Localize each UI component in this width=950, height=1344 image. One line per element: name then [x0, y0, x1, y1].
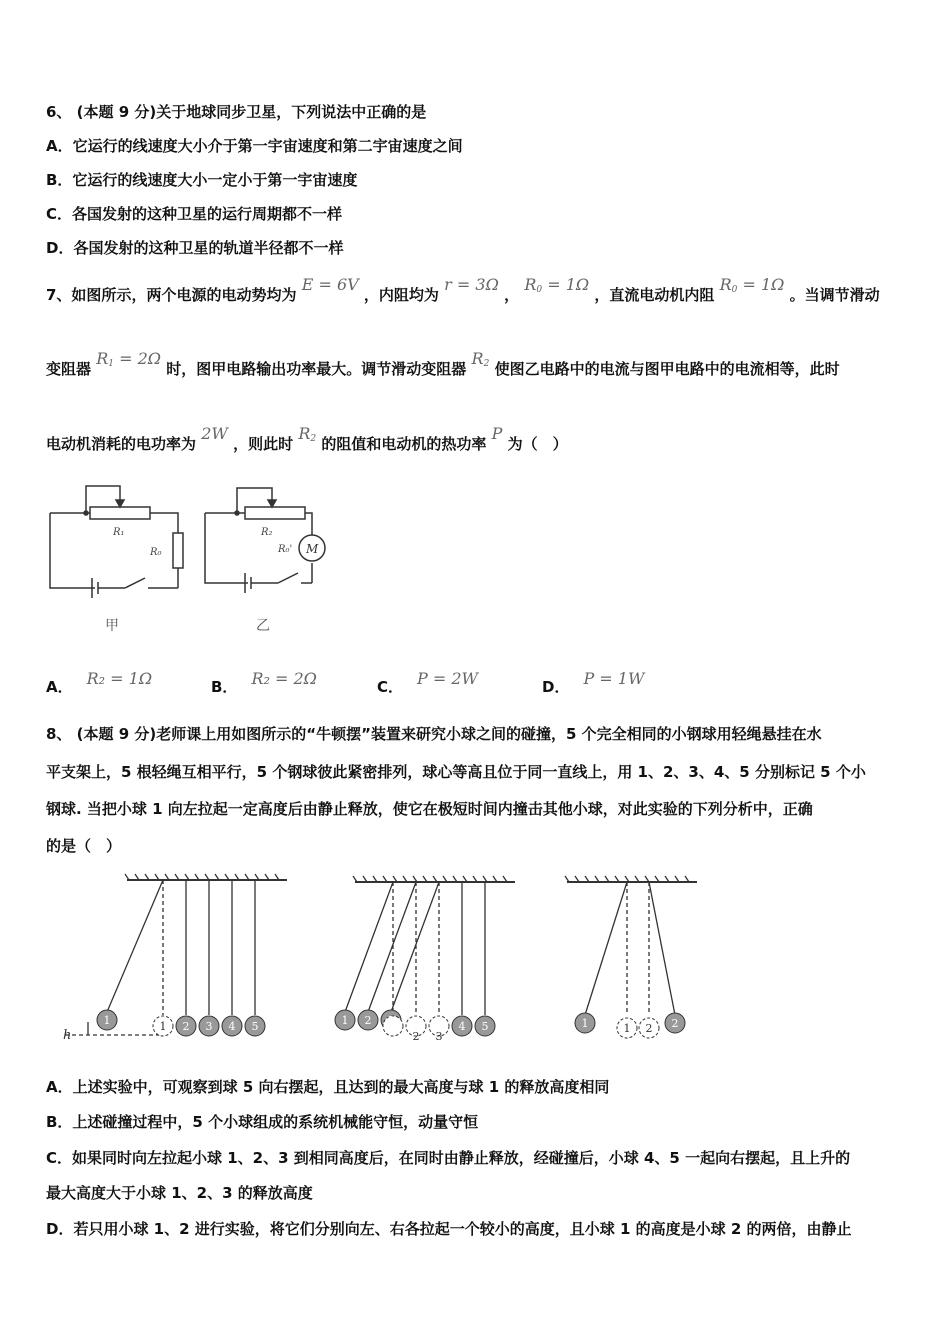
- q7-option-d: D． P = 1W: [542, 669, 645, 696]
- p2-ghost-2-label: 2: [412, 1030, 420, 1043]
- circuit-yi: [205, 488, 325, 593]
- q8-line2: 平支架上，5 根轻绳互相平行，5 个钢球彼此紧密排列，球心等高且位于同一直线上，用 1、2、3、4、5 分别标记 5 个小: [46, 763, 866, 781]
- q7-option-c: C． P = 2W: [377, 669, 478, 696]
- newtons-cradle-figure: [55, 872, 715, 1062]
- power-formula: 2W: [201, 424, 228, 443]
- q8-line3: 钢球. 当把小球 1 向左拉起一定高度后由静止释放，使它在极短时间内撞击其他小球，对此实验的下列分析中，正确: [46, 800, 813, 818]
- circuit-jia: [50, 486, 183, 598]
- q7-line1: 7、如图所示，两个电源的电动势均为 E = 6V ，内阻均为 r = 3Ω ， R0 = 1Ω ，直流电动机内阻 R0 = 1Ω 。当调节滑动: [46, 275, 880, 304]
- emf-formula: E = 6V: [301, 275, 359, 294]
- p3-ball-2-label: 2: [671, 1017, 679, 1030]
- r2-symbol: R2: [471, 349, 490, 369]
- p1-ball-4-label: 4: [228, 1020, 236, 1033]
- p2-ghost-3-label: 3: [435, 1030, 443, 1043]
- r2-symbol-2: R2: [298, 424, 317, 444]
- r1-rheostat: [90, 507, 150, 519]
- q6-option-d: D．各国发射的这种卫星的轨道半径都不一样: [46, 239, 344, 257]
- p1-ball-5-label: 5: [251, 1020, 259, 1033]
- r0-resistor: [173, 533, 183, 568]
- p3-ghost-2-label: 2: [645, 1022, 653, 1035]
- circuit-diagrams: [40, 478, 340, 648]
- caption-yi: 乙: [256, 618, 270, 634]
- h-label: h: [63, 1028, 72, 1043]
- q7-option-b: B． R₂ = 2Ω: [211, 669, 317, 696]
- p3-ghost-1-label: 1: [623, 1022, 631, 1035]
- q6-stem: 6、 (本题 9 分)关于地球同步卫星，下列说法中正确的是: [46, 103, 427, 121]
- q8-option-c: C．如果同时向左拉起小球 1、2、3 到相同高度后，在同时由静止释放，经碰撞后，小球 4、5 一起向右摆起，且上升的: [46, 1149, 851, 1167]
- q6-option-b: B．它运行的线速度大小一定小于第一宇宙速度: [46, 171, 358, 189]
- p2-ball-5-label: 5: [481, 1020, 489, 1033]
- p2-ball-1-label: 1: [341, 1014, 349, 1027]
- q8-option-b: B．上述碰撞过程中，5 个小球组成的系统机械能守恒，动量守恒: [46, 1113, 479, 1131]
- p3-ball-1-label: 1: [581, 1017, 589, 1030]
- internal-resistance-formula: r = 3Ω: [444, 275, 499, 294]
- motor-resistance-formula: R0 = 1Ω: [719, 275, 785, 295]
- r2-label: R₂: [261, 527, 273, 538]
- p2-ball-3-label: 3: [387, 1014, 395, 1027]
- caption-jia: 甲: [105, 618, 119, 634]
- r1-formula: R1 = 2Ω: [96, 349, 162, 369]
- q7-option-a: A． R₂ = 1Ω: [46, 669, 153, 696]
- q7-line3: 电动机消耗的电功率为 2W ，则此时 R2 的阻值和电动机的热功率 P 为（ ）: [46, 424, 568, 453]
- p-symbol: P: [491, 424, 503, 443]
- r2-rheostat: [245, 507, 305, 519]
- q7-line2: 变阻器 R1 = 2Ω 时，图甲电路输出功率最大。调节滑动变阻器 R2 使图乙电路中的电流与图甲电路中的电流相等，此时: [46, 349, 840, 378]
- q8-option-a: A．上述实验中，可观察到球 5 向右摆起，且达到的最大高度与球 1 的释放高度相同: [46, 1078, 610, 1096]
- q8-option-c-cont: 最大高度大于小球 1、2、3 的释放高度: [46, 1184, 313, 1202]
- q8-option-d: D．若只用小球 1、2 进行实验，将它们分别向左、右各拉起一个较小的高度，且小球 1 的高度是小球 2 的两倍，由静止: [46, 1220, 852, 1238]
- r0-formula: R0 = 1Ω: [524, 275, 590, 295]
- p2-ball-2-label: 2: [364, 1014, 372, 1027]
- q6-option-a: A．它运行的线速度大小介于第一宇宙速度和第二宇宙速度之间: [46, 137, 463, 155]
- r0-label: R₀: [150, 547, 162, 558]
- p1-ball-2-label: 2: [182, 1020, 190, 1033]
- q8-line1: 8、 (本题 9 分)老师课上用如图所示的“牛顿摆”装置来研究小球之间的碰撞，5 个完全相同的小钢球用轻绳悬挂在水: [46, 725, 822, 743]
- p2-ball-4-label: 4: [458, 1020, 466, 1033]
- r0-prime-label: R₀': [278, 544, 293, 555]
- q8-line4: 的是（ ）: [46, 837, 122, 855]
- motor-label: M: [306, 542, 319, 556]
- q6-option-c: C．各国发射的这种卫星的运行周期都不一样: [46, 205, 343, 223]
- r1-label: R₁: [113, 527, 125, 538]
- p1-ball-1-label: 1: [103, 1014, 111, 1027]
- p1-ball-3-label: 3: [205, 1020, 213, 1033]
- p1-ball-1-ghost-label: 1: [159, 1020, 167, 1033]
